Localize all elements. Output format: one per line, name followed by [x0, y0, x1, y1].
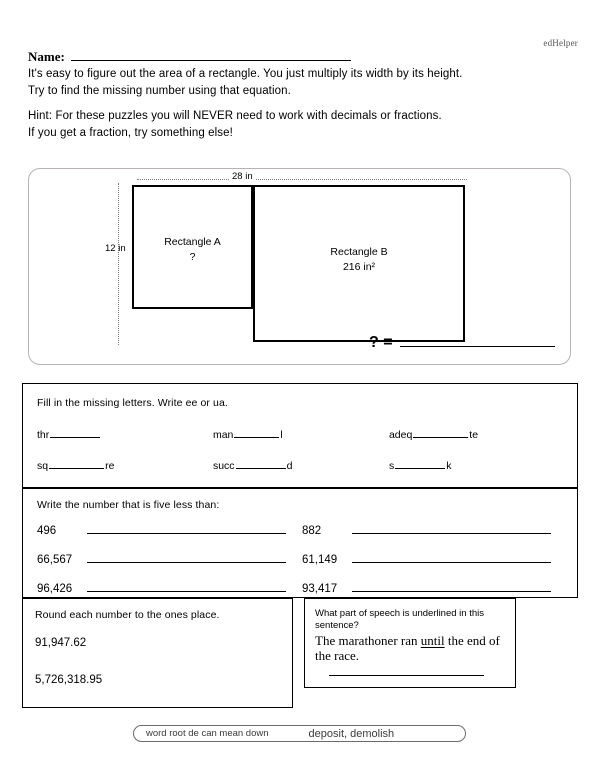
name-label: Name:: [28, 49, 65, 64]
area-puzzle-panel: [28, 168, 571, 365]
letters-suffix: l: [280, 429, 283, 441]
name-row: [28, 48, 351, 65]
five-less-number: 882: [302, 525, 322, 537]
missing-letters-title: Fill in the missing letters. Write ee or ua.: [37, 397, 228, 409]
letters-suffix: re: [105, 460, 115, 472]
sentence-after: the end of the race.: [315, 633, 500, 663]
five-less-number: 96,426: [37, 583, 73, 595]
word-root-text: word root de can mean down: [146, 728, 269, 739]
five-less-item[interactable]: [37, 522, 302, 551]
word-root-examples: deposit, demolish: [308, 727, 395, 740]
rounding-section: [22, 598, 293, 708]
five-less-than-title: Write the number that is five less than:: [37, 499, 220, 511]
letters-row: [37, 458, 565, 489]
part-of-speech-answer-line[interactable]: [329, 675, 484, 676]
letters-prefix: succ: [212, 460, 235, 472]
letters-prefix: thr: [37, 429, 50, 441]
rectangle-a-value: ?: [189, 251, 196, 263]
rectangle-b: [253, 185, 465, 342]
sentence-before: The marathoner ran: [315, 633, 421, 648]
rectangle-a-labels: [134, 235, 251, 265]
five-less-number: 496: [37, 525, 57, 537]
instruction-hint-1: Hint: For these puzzles you will NEVER need to work with decimals or fractions.: [28, 110, 442, 122]
letters-item[interactable]: [213, 458, 389, 489]
five-less-answer-line[interactable]: [352, 580, 551, 592]
letters-prefix: sq: [37, 460, 49, 472]
letters-item[interactable]: [37, 458, 213, 489]
five-less-number: 61,149: [302, 554, 338, 566]
letters-blank[interactable]: [50, 427, 100, 438]
five-less-item[interactable]: [302, 551, 567, 580]
rounding-title: Round each number to the ones place.: [35, 609, 220, 621]
missing-letters-grid: [37, 427, 565, 489]
rectangle-a: [132, 185, 253, 309]
letters-prefix: man: [212, 429, 234, 441]
five-less-item[interactable]: [302, 522, 567, 551]
five-less-answer-line[interactable]: [87, 551, 286, 563]
five-less-than-grid: [37, 522, 567, 609]
part-of-speech-section: [304, 598, 516, 688]
five-less-answer-line[interactable]: [87, 580, 286, 592]
height-guide-line: [118, 183, 119, 345]
rounding-number[interactable]: 91,947.62: [35, 637, 87, 649]
answer-prefix: ? =: [369, 334, 393, 351]
instruction-hint-2: If you get a fraction, try something else!: [28, 127, 233, 139]
letters-blank[interactable]: [413, 427, 468, 438]
rectangle-a-name: Rectangle A: [164, 236, 221, 248]
letters-suffix: k: [446, 460, 452, 472]
five-less-number: 93,417: [302, 583, 338, 595]
five-less-row: [37, 522, 567, 551]
letters-suffix: d: [286, 460, 293, 472]
part-of-speech-question: What part of speech is underlined in this sentence?: [315, 608, 484, 631]
five-less-answer-line[interactable]: [352, 522, 551, 534]
rounding-number[interactable]: 5,726,318.95: [35, 674, 103, 686]
instruction-line-2: Try to find the missing number using that equation.: [28, 85, 291, 97]
letters-blank[interactable]: [395, 458, 445, 469]
letters-prefix: s: [388, 460, 395, 472]
letters-row: [37, 427, 565, 458]
five-less-answer-line[interactable]: [87, 522, 286, 534]
letters-blank[interactable]: [236, 458, 286, 469]
five-less-than-section: [22, 488, 578, 598]
part-of-speech-sentence: [315, 633, 507, 663]
dimension-outer-height: 12 in: [105, 243, 126, 254]
five-less-row: [37, 551, 567, 580]
letters-blank[interactable]: [234, 427, 279, 438]
width-guide-line: [137, 179, 467, 180]
letters-item[interactable]: [389, 427, 565, 458]
instruction-line-1: It's easy to figure out the area of a rectangle. You just multiply its width by its height.: [28, 68, 463, 80]
letters-item[interactable]: [389, 458, 565, 489]
rectangle-b-name: Rectangle B: [330, 246, 388, 258]
dimension-total-width: 28 in: [229, 171, 256, 182]
letters-prefix: adeq: [388, 429, 413, 441]
sentence-underlined-word: until: [420, 633, 445, 648]
letters-item[interactable]: [213, 427, 389, 458]
answer-row: [369, 334, 555, 352]
letters-item[interactable]: [37, 427, 213, 458]
answer-input-line[interactable]: [400, 334, 555, 347]
rectangle-b-labels: [255, 245, 463, 275]
five-less-item[interactable]: [37, 551, 302, 580]
rectangle-b-value: 216 in²: [342, 261, 376, 273]
missing-letters-section: [22, 383, 578, 488]
edhelper-logo: edHelper: [543, 38, 578, 48]
name-input-line[interactable]: [71, 48, 351, 61]
word-root-footer: [133, 725, 466, 742]
instructions: [28, 67, 573, 143]
letters-blank[interactable]: [49, 458, 104, 469]
five-less-answer-line[interactable]: [352, 551, 551, 563]
letters-suffix: te: [469, 429, 479, 441]
five-less-number: 66,567: [37, 554, 73, 566]
